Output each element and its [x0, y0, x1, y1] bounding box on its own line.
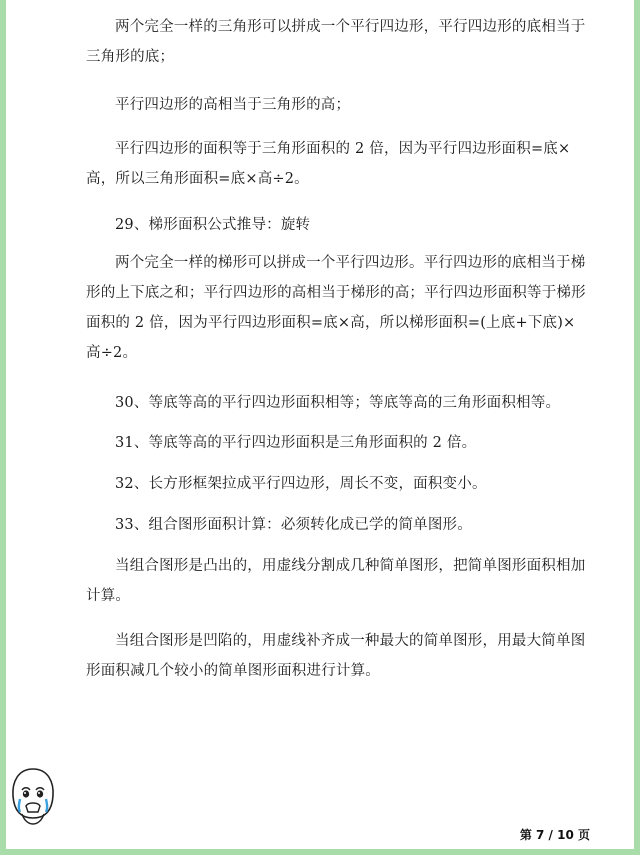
page-number: 第 7 / 10 页 [519, 828, 590, 842]
document-page [6, 0, 634, 849]
paragraph-convex-composite: 当组合图形是凸出的，用虚线分割成几种简单图形，把简单图形面积相加计算。 [86, 558, 586, 604]
paragraph-trapezoid-derivation: 两个完全一样的梯形可以拼成一个平行四边形。平行四边形的底相当于梯形的上下底之和；平行四边形的高相当于梯形的高；平行四边形面积等于梯形面积的 2 倍，因为平行四边形面积=底×高，所以梯形面积=(上底+下底)×高÷2。 [86, 255, 586, 361]
item-31: 31、等底等高的平行四边形面积是三角形面积的 2 倍。 [115, 435, 477, 451]
item-33: 33、组合图形面积计算：必须转化成已学的简单图形。 [115, 517, 472, 533]
item-30: 30、等底等高的平行四边形面积相等；等底等高的三角形面积相等。 [115, 395, 561, 411]
paragraph-concave-composite: 当组合图形是凹陷的，用虚线补齐成一种最大的简单图形，用最大简单图形面积减几个较小的简单图形面积进行计算。 [86, 633, 586, 679]
paragraph-triangle-height: 平行四边形的高相当于三角形的高； [115, 97, 351, 113]
item-32: 32、长方形框架拉成平行四边形，周长不变，面积变小。 [115, 476, 487, 492]
paragraph-triangle-area: 平行四边形的面积等于三角形面积的 2 倍，因为平行四边形面积=底×高，所以三角形面积=底×高÷2。 [86, 141, 571, 187]
crying-face-icon [8, 766, 58, 828]
item-29-heading: 29、梯形面积公式推导：旋转 [115, 217, 311, 233]
paragraph-triangle-derivation: 两个完全一样的三角形可以拼成一个平行四边形，平行四边形的底相当于三角形的底； [86, 19, 586, 65]
